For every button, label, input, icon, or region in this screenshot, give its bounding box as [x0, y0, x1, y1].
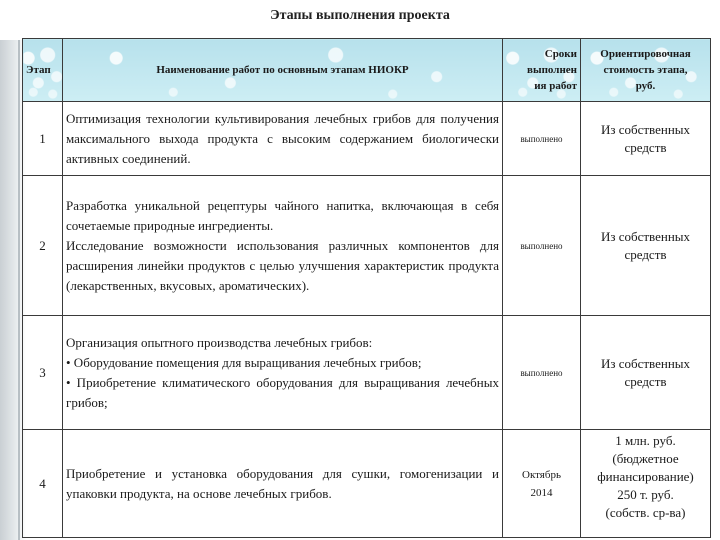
header-cost-line: стоимость этапа, — [603, 64, 688, 76]
table-row — [23, 176, 711, 316]
table-row — [23, 316, 711, 430]
stage-cost-line: финансирование) — [597, 469, 694, 484]
stage-date: выполнено — [503, 102, 581, 176]
stage-description — [63, 316, 503, 430]
stage-number: 3 — [23, 316, 63, 430]
stage-cost-line: (бюджетное — [612, 451, 679, 466]
stages-table — [22, 38, 711, 538]
header-dates-line: Сроки — [544, 48, 577, 60]
stage-number: 2 — [23, 176, 63, 316]
table-row — [23, 430, 711, 538]
stage-date: выполнено — [503, 176, 581, 316]
header-cost-line: Ориентировочная — [600, 48, 691, 60]
stage-number: 1 — [23, 102, 63, 176]
stage-description: Оптимизация технологии культивирования лечебных грибов для получения максимального выхода продукта с высоким содержанием биологически активных соединений. — [63, 102, 503, 176]
stage-description-part: Разработка уникальной рецептуры чайного напитка, включающая в себя сочетаемые природные ингредиенты. — [66, 197, 499, 233]
stage-cost-line: 1 млн. руб. — [615, 433, 676, 448]
stage-description: Приобретение и установка оборудования для сушки, гомогенизации и упаковки продукта, на основе лечебных грибов. — [63, 430, 503, 538]
stage-date-line: Октябрь — [522, 468, 561, 481]
stage-description-bullet: • Приобретение климатического оборудования для выращивания лечебных грибов; — [66, 374, 499, 410]
header-cost-line: руб. — [635, 80, 656, 92]
header-cost — [581, 39, 711, 102]
table-header-row — [23, 39, 711, 102]
stage-date: выполнено — [503, 316, 581, 430]
stage-description-part: Организация опытного производства лечебных грибов: — [66, 334, 373, 350]
header-dates — [503, 39, 581, 102]
header-dates-line: выполнен — [527, 64, 577, 76]
stage-number: 4 — [23, 430, 63, 538]
left-decorative-line — [18, 40, 20, 540]
stage-description — [63, 176, 503, 316]
header-dates-line: ия работ — [534, 80, 577, 92]
table-row — [23, 102, 711, 176]
stage-cost — [581, 430, 711, 538]
stage-cost-line: 250 т. руб. — [617, 487, 674, 502]
stage-cost: Из собственных средств — [581, 176, 711, 316]
stage-date-line: 2014 — [530, 486, 553, 499]
stage-cost: Из собственных средств — [581, 102, 711, 176]
page-title: Этапы выполнения проекта — [270, 8, 450, 23]
header-stage: Этап — [23, 39, 63, 102]
stage-cost-line: (собств. ср-ва) — [605, 505, 686, 520]
stage-cost: Из собственных средств — [581, 316, 711, 430]
stage-description-part: Исследование возможности использования различных компонентов для расширения линейки продуктов с целью улучшения характеристик продукта (лекарственных, вкусовых, ароматических). — [66, 237, 499, 293]
stage-description-bullet: • Оборудование помещения для выращивания лечебных грибов; — [66, 354, 422, 370]
stage-date — [503, 430, 581, 538]
header-work-name: Наименование работ по основным этапам НИОКР — [63, 39, 503, 102]
